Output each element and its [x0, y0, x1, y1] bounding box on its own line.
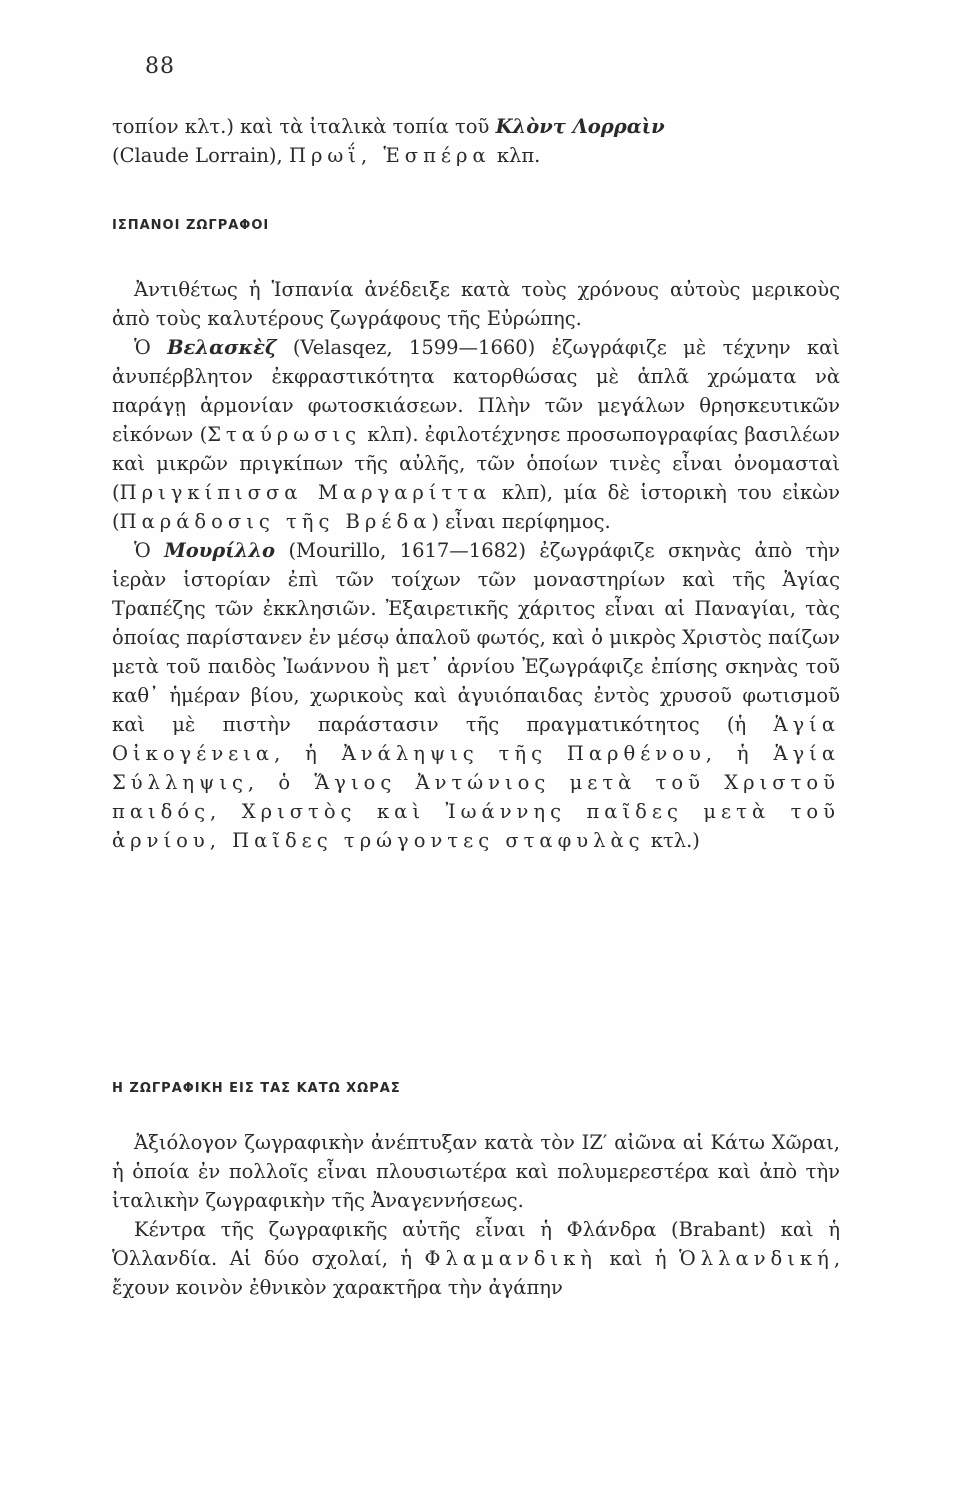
school-name-dutch: Ὁλλανδική — [679, 1247, 834, 1270]
text-run: Ὁ — [134, 539, 165, 562]
intro-text — [112, 112, 840, 170]
painter-name-velasquez: Βελασκὲζ — [167, 336, 277, 359]
school-name-flemish: Φλαμανδικὴ — [424, 1247, 597, 1270]
text-run: (Velasqez, 1599—1660) ἐζωγράφιζε μὲ τέχνην καὶ ἀνυπέρβλητον ἐκφραστικότητα κατορθώσας μὲ ἁπλᾶ χρώματα νὰ παράγῃ ἁρμονίαν φωτοσκιάσεων. Πλὴν τῶν μεγάλων θρησκευτικῶν εἰκόνων ( — [112, 336, 840, 446]
section-low-countries — [112, 1128, 840, 1302]
text-run: κτλ.) — [644, 829, 700, 852]
paragraph: Ἀξιόλογον ζωγραφικὴν ἀνέπτυξαν κατὰ τὸν ΙΖ′ αἰῶνα αἱ Κάτω Χῶραι, ἡ ὁποία ἐν πολλοῖς εἶναι πλουσιωτέρα καὶ πολυμερεστέρα καὶ ἀπὸ τὴν ἰταλικὴν ζωγραφικὴν τῆς Ἀναγεννήσεως. — [112, 1131, 840, 1212]
paragraph-schools — [112, 1215, 840, 1302]
artwork-titles: Ἁγία Οἰκογένεια, ἡ Ἀνάληψις τῆς Παρθένου, ἡ Ἁγία Σύλληψις, ὁ Ἅγιος Ἀντώνιος μετὰ τοῦ Χριστοῦ παιδός, Χριστὸς καὶ Ἰωάννης παῖδες μετὰ τοῦ ἀρνίου, Παῖδες τρώγοντες σταφυλὰς — [112, 713, 840, 852]
paragraph-velasquez — [112, 333, 840, 536]
intro-text-part: κλπ. — [490, 144, 541, 167]
text-run: κλπ), μία δὲ ἱστορικὴ του εἰκὼν ( — [112, 481, 841, 533]
page-number: 88 — [145, 54, 175, 79]
paragraph-murillo — [112, 536, 840, 855]
artwork-title: Πριγκίπισσα Μαργαρίττα — [119, 481, 492, 504]
artwork-titles: Πρωΐ, Ἑσπέρα — [288, 144, 491, 167]
paragraph: Ἀντιθέτως ἡ Ἱσπανία ἀνέδειξε κατὰ τοὺς χρόνους αὐτοὺς μερικοὺς ἀπὸ τοὺς καλυτέρους ζωγράφους τῆς Εὐρώπης. — [112, 278, 840, 330]
painter-name-murillo: Μουρίλλο — [164, 539, 276, 562]
text-run: , ἔχουν κοινὸν ἐθνικὸν χαρακτῆρα τὴν ἀγάπην — [112, 1247, 841, 1299]
section-spanish-painters — [112, 275, 840, 855]
intro-text-part: τοπίον κλτ.) καὶ τὰ ἰταλικὰ τοπία τοῦ — [112, 115, 496, 138]
text-run: Ὁ — [134, 336, 168, 359]
painter-name-lorrain: Κλὸντ Λορραὶν — [495, 115, 665, 138]
artwork-title: Σταύρωσις — [207, 423, 362, 446]
artwork-title: Παράδοσις τῆς Βρέδα — [119, 510, 432, 533]
text-run: (Mourillo, 1617—1682) ἐζωγράφιζε σκηνὰς ἀπὸ τὴν ἱερὰν ἱστορίαν ἐπὶ τῶν τοίχων τῶν μοναστηρίων καὶ τῆς Ἁγίας Τραπέζης τῶν ἐκκλησιῶν. Ἐξαιρετικῆς χάριτος εἶναι αἱ Παναγίαι, τὰς ὁποίας παρίστανεν ἐν μέσῳ ἁπαλοῦ φωτός, καὶ ὁ μικρὸς Χριστὸς παίζων μετὰ τοῦ παιδὸς Ἰωάννου ἢ μετ᾽ ἀρνίου Ἐζωγράφιζε ἐπίσης σκηνὰς τοῦ καθ᾽ ἡμέραν βίου, χωρικοὺς καὶ ἀγυιόπαιδας ἐντὸς χρυσοῦ φωτισμοῦ καὶ μὲ πιστὴν παράστασιν τῆς πραγματικότητος (ἡ — [112, 539, 840, 736]
text-run: Κέντρα τῆς ζωγραφικῆς αὐτῆς εἶναι ἡ Φλάνδρα (Brabant) καὶ ἡ Ὁλλανδία. Αἱ δύο σχολαί, ἡ — [112, 1218, 840, 1270]
section-heading-spanish-painters: ΙΣΠΑΝΟΙ ΖΩΓΡΑΦΟΙ — [112, 218, 270, 233]
intro-text-part: (Claude Lorrain), — [112, 144, 289, 167]
text-run: ) εἶναι περίφημος. — [431, 510, 611, 533]
text-run: καὶ ἡ — [596, 1247, 680, 1270]
section-heading-low-countries: Η ΖΩΓΡΑΦΙΚΗ ΕΙΣ ΤΑΣ ΚΑΤΩ ΧΩΡΑΣ — [112, 1081, 401, 1096]
intro-paragraph — [112, 112, 840, 170]
text-run: κλπ). ἐφιλοτέχνησε προσωπογραφίας βασιλέων καὶ μικρῶν πριγκίπων τῆς αὐλῆς, τῶν ὁποίων τινὲς εἶναι ὀνομασταὶ ( — [112, 423, 841, 504]
